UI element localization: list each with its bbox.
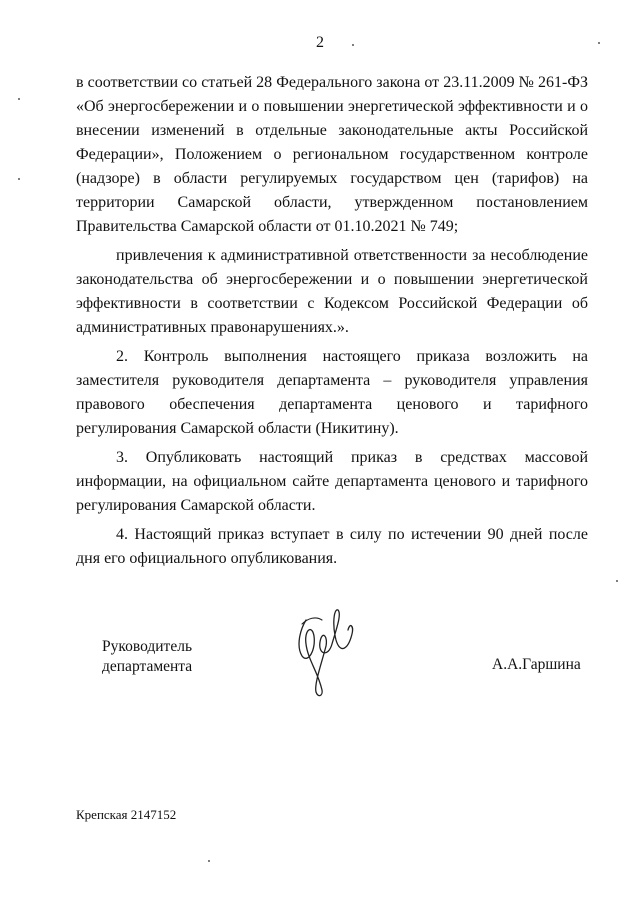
scan-speck xyxy=(18,178,20,180)
page-number: 2 xyxy=(316,34,324,51)
scan-speck xyxy=(598,42,600,44)
document-body xyxy=(76,71,588,576)
signer-title-line1: Руководитель xyxy=(102,638,193,655)
executor-contact: Крепская 2147152 xyxy=(76,807,177,822)
signer-title-line2: департамента xyxy=(102,658,193,675)
signer-title xyxy=(102,637,192,677)
scan-speck xyxy=(352,44,354,46)
signer-name: А.А.Гаршина xyxy=(492,656,581,673)
paragraph-legal-basis: в соответствии со статьей 28 Федерального закона от 23.11.2009 № 261-ФЗ «Об энергосбережении и о повышении энергетической эффективности и о внесении изменений в отдельные законодательные акты Российской Федерации», Положением о региональном государственном контроле (надзоре) в области регулируемых государством цен (тарифов) на территории Самарской области, утвержденном постановлением Правительства Самарской области от 01.10.2021 № 749; xyxy=(76,74,588,235)
paragraph-liability: привлечения к административной ответственности за несоблюдение законодательства об энергосбережении и о повышении энергетической эффективности в соответствии с Кодексом Российской Федерации об административных правонарушениях.». xyxy=(76,247,588,336)
scan-speck xyxy=(208,860,210,862)
scan-speck xyxy=(616,580,618,582)
scan-speck xyxy=(18,98,20,100)
paragraph-publication: 3. Опубликовать настоящий приказ в средствах массовой информации, на официальном сайте департамента ценового и тарифного регулирования Самарской области. xyxy=(76,449,588,514)
paragraph-effective-date: 4. Настоящий приказ вступает в силу по истечении 90 дней после дня его официального опубликования. xyxy=(76,526,588,567)
paragraph-control: 2. Контроль выполнения настоящего приказа возложить на заместителя руководителя департамента – руководителя управления правового обеспечения департамента ценового и тарифного регулирования Самарской области (Никитину). xyxy=(76,348,588,437)
handwritten-signature xyxy=(292,600,362,704)
